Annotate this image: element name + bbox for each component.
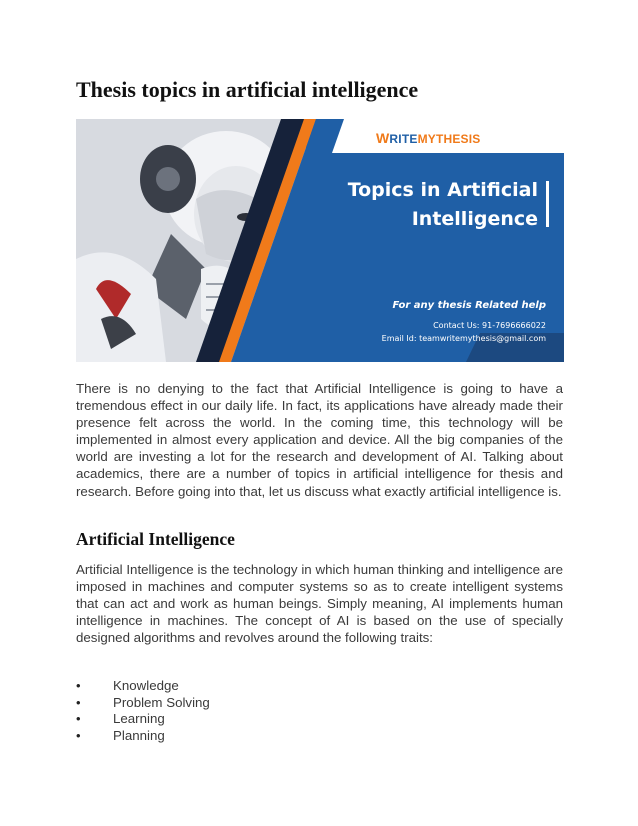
list-item: • Problem Solving bbox=[76, 694, 210, 710]
definition-paragraph: Artificial Intelligence is the technology in which human thinking and intelligence are imposed in machines and computer systems so as to create intelligent systems that can act and work as human beings. Simply meaning, AI implements human intelligence in machines. The concept of AI is based on the use of specially designed algorithms and revolves around the following traits: bbox=[76, 562, 563, 646]
bullet-icon: • bbox=[76, 694, 81, 710]
bullet-icon: • bbox=[76, 678, 81, 693]
banner-divider bbox=[546, 181, 549, 227]
banner-help-text: For any thesis Related help bbox=[392, 300, 546, 311]
list-item: • Learning bbox=[76, 711, 165, 726]
bullet-icon: • bbox=[76, 711, 81, 726]
banner-heading-line-1: Topics in Artificial bbox=[347, 179, 538, 201]
banner-heading-line-2: Intelligence bbox=[411, 208, 538, 230]
banner-contact: Contact Us: 91-7696666022 bbox=[433, 321, 546, 330]
document-title: Thesis topics in artificial intelligence bbox=[76, 77, 419, 102]
list-item: • Planning bbox=[76, 727, 165, 743]
traits-list bbox=[76, 678, 210, 744]
banner-email: Email Id: teamwritemythesis@gmail.com bbox=[381, 334, 546, 343]
section-heading: Artificial Intelligence bbox=[76, 529, 235, 549]
bullet-icon: • bbox=[76, 727, 81, 743]
writemythesis-logo: WRITEMYTHESIS bbox=[376, 130, 481, 146]
banner-image bbox=[76, 119, 564, 362]
list-item: • Knowledge bbox=[76, 678, 179, 693]
intro-paragraph: There is no denying to the fact that Artificial Intelligence is going to have a tremendous effect in our daily life. In fact, its applications have already made their presence felt across the world. In the coming time, this technology will be implemented in almost every application and device. All the big companies of the world are investing a lot for the research and development of AI. Talking about academics, there are a number of topics in artificial intelligence for thesis and research. Before going into that, let us discuss what exactly artificial intelligence is. bbox=[76, 381, 563, 499]
